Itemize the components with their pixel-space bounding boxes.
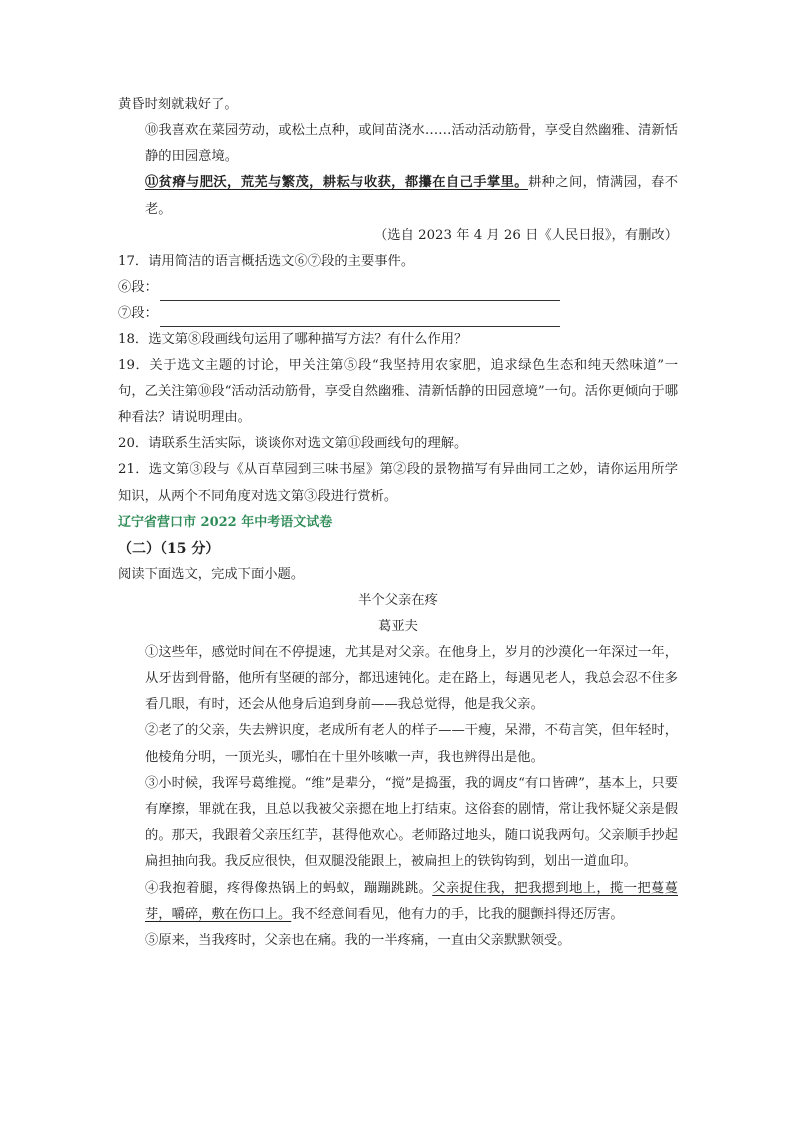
underlined-sentence: ⑪贫瘠与肥沃，荒芜与繁茂，耕耘与收获，都攥在自己手掌里。 (145, 175, 528, 191)
article-paragraph-4 (118, 876, 678, 928)
underlined-sentence-4: 父亲捉住我，把我摁到地上，揽一把蔓蔓芽，嚼碎，敷在伤口上。 (145, 880, 679, 922)
article-paragraph-5: ⑤原来，当我疼时，父亲也在痛。我的一半疼痛，一直由父亲默默领受。 (145, 933, 571, 949)
paragraph-4-start: ④我抱着腿，疼得像热锅上的蚂蚁，蹦蹦跳跳。 (145, 880, 433, 896)
answer-label-7: ⑦段： (118, 305, 158, 321)
article-author: 葛亚夫 (378, 618, 418, 634)
paragraph-11-rest: 耕种之间，情满园，春不老。 (145, 175, 679, 217)
answer-label-6: ⑥段： (118, 279, 158, 295)
paragraph-continuation: 黄昏时刻就栽好了。 (118, 97, 238, 112)
document-page (118, 92, 678, 954)
question-19: 19．关于选文主题的讨论，甲关注第⑤段“我坚持用农家肥，追求绿色生态和纯天然味道”一句，乙关注第⑩段“活动活动筋骨，享受自然幽雅、清新恬静的田园意境”一句。活你更倾向于哪种看法？请说明理由。 (118, 357, 678, 426)
article-title: 半个父亲在疼 (358, 592, 438, 608)
instruction-text: 阅读下面选文，完成下面小题。 (118, 566, 305, 582)
section-heading: （二）（15 分） (118, 540, 220, 557)
question-21: 21．选文第③段与《从百草园到三味书屋》第②段的景物描写有异曲同工之妙，请你运用所学知识，从两个不同角度对选文第③段进行赏析。 (118, 462, 678, 504)
question-18: 18．选文第⑧段画线句运用了哪种描写方法？有什么作用？ (118, 331, 468, 347)
article-paragraph-3: ③小时候，我诨号葛维搅。“维”是辈分，“搅”是捣蛋，我的调皮“有口皆碑”，基本上，只要有摩擦，罪就在我，且总以我被父亲摁在地上打结束。这俗套的剧情，常让我怀疑父亲是假的。那天，我跟着父亲压红芋，甚得他欢心。老师路过地头，随口说我两句。父亲顺手抄起扁担抽向我。我反应很快，但双腿没能跟上，被扁担上的铁钩钩到，划出一道血印。 (145, 775, 678, 870)
answer-blank-6 (160, 282, 560, 301)
answer-blank-7 (160, 308, 560, 327)
paragraph-4-end: 我不经意间看见，他有力的手，比我的腿颤抖得还厉害。 (291, 906, 624, 922)
answer-line-7 (118, 301, 678, 327)
paragraph-10: ⑩我喜欢在菜园劳动，或松土点种，或间苗浇水……活动活动筋骨，享受自然幽雅、清新恬静的田园意境。 (145, 123, 678, 165)
article-paragraph-1: ①这些年，感觉时间在不停提速，尤其是对父亲。在他身上，岁月的沙漠化一年深过一年，从牙齿到骨骼，他所有坚硬的部分，都迅速钝化。走在路上，每遇见老人，我总会忍不住多看几眼，有时，还会从他身后追到身前——我总觉得，他是我父亲。 (145, 644, 678, 713)
question-20: 20．请联系生活实际，谈谈你对选文第⑪段画线句的理解。 (118, 436, 468, 452)
paragraph-11 (118, 170, 678, 222)
source-citation: （选自 2023 年 4 月 26 日《人民日报》，有删改） (374, 227, 678, 243)
article-paragraph-2: ②老了的父亲，失去辨识度，老成所有老人的样子——干瘦，呆滞，不苟言笑，但年轻时，他棱角分明，一顶光头，哪怕在十里外咳嗽一声，我也辨得出是他。 (145, 723, 678, 765)
question-17: 17．请用简洁的语言概括选文⑥⑦段的主要事件。 (118, 253, 415, 269)
answer-line-6 (118, 275, 678, 301)
exam-source-heading: 辽宁省营口市 2022 年中考语文试卷 (118, 514, 333, 530)
